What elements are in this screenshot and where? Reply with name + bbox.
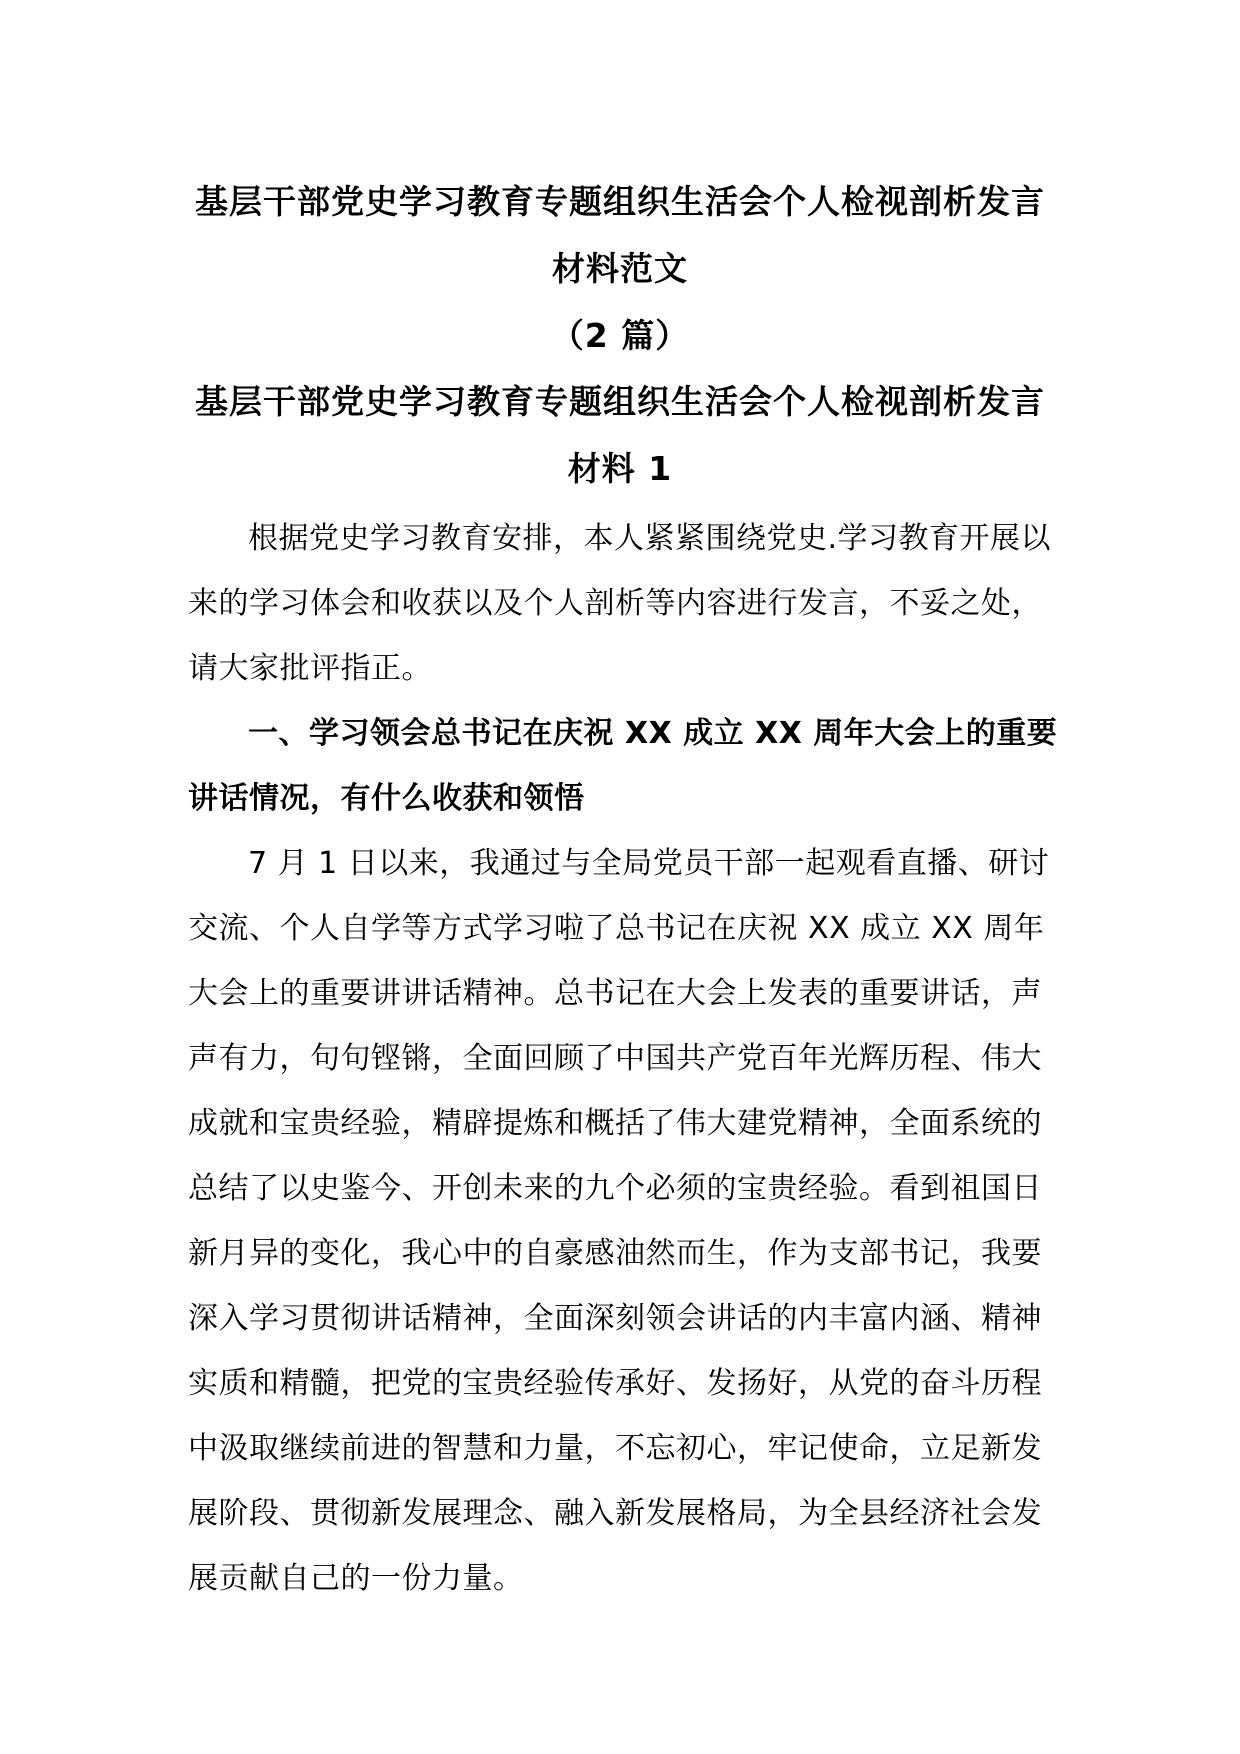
intro-paragraph: 根据党史学习教育安排，本人紧紧围绕党史.学习教育开展以来的学习体会和收获以及个人剖析等内容进行发言，不妥之处，请大家批评指正。: [188, 521, 1052, 686]
document-body: [188, 506, 1058, 1611]
sub-title: [150, 368, 1090, 502]
sub-title-line-2: 材料 1: [567, 449, 673, 488]
main-title-line-1: 基层干部党史学习教育专题组织生活会个人检视剖析发言: [195, 182, 1045, 221]
section-heading: 一、学习领会总书记在庆祝 XX 成立 XX 周年大会上的重要讲话情况，有什么收获和领悟: [188, 716, 1058, 816]
count-note: （2 篇）: [550, 316, 690, 355]
main-title: [150, 168, 1090, 369]
main-title-line-2: 材料范文: [552, 249, 688, 288]
section-paragraph: 7 月 1 日以来，我通过与全局党员干部一起观看直播、研讨交流、个人自学等方式学习啦了总书记在庆祝 XX 成立 XX 周年大会上的重要讲讲话精神。总书记在大会上发表的重要讲话，声声有力，句句铿锵，全面回顾了中国共产党百年光辉历程、伟大成就和宝贵经验，精辟提炼和概括了伟大建党精神，全面系统的总结了以史鉴今、开创未来的九个必须的宝贵经验。看到祖国日新月异的变化，我心中的自豪感油然而生，作为支部书记，我要深入学习贯彻讲话精神，全面深刻领会讲话的内丰富内涵、精神实质和精髓，把党的宝贵经验传承好、发扬好，从党的奋斗历程中汲取继续前进的智慧和力量，不忘初心，牢记使命，立足新发展阶段、贯彻新发展理念、融入新发展格局，为全县经济社会发展贡献自己的一份力量。: [188, 846, 1050, 1596]
sub-title-line-1: 基层干部党史学习教育专题组织生活会个人检视剖析发言: [195, 382, 1045, 421]
